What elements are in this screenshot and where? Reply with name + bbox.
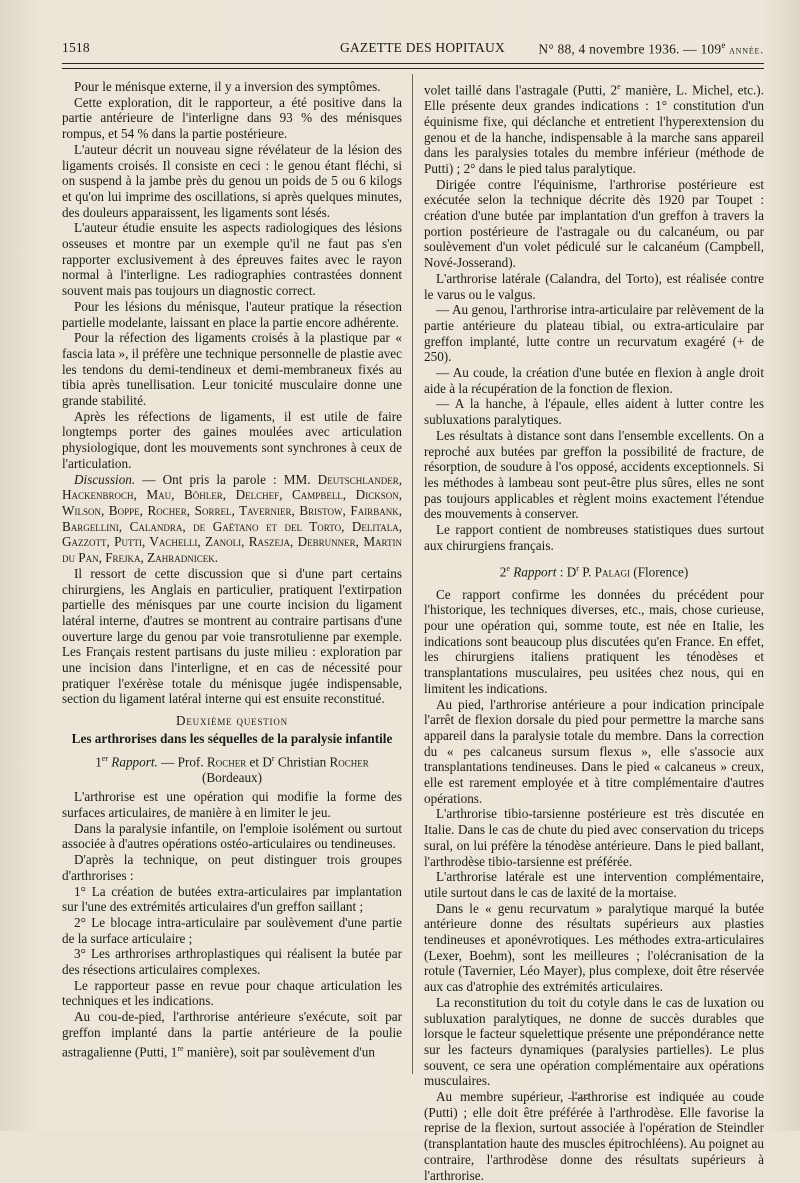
paragraph: L'arthrorise est une opération qui modifie la forme des surfaces articulaires, de manière à en limiter le jeu. [62, 789, 402, 821]
section-title: Les arthrorises dans les séquelles de la paralysie infantile [71, 730, 393, 746]
paragraph: Dans le « genu recurvatum » paralytique marqué la butée antérieure donne des résultats supérieurs aux plasties tendineuses et aponévrotiques. Les méthodes extra-articulaires (Lexer, Boehm), sont les meilleures ; l'olécranisation de la rotule (Tavernier, Léo Mayer), plus complexe, doit être réservée aux cas d'atrophie des extrémités articulaires. [424, 900, 764, 995]
paragraph-sup: e [617, 82, 621, 91]
issue-sup: e [721, 40, 726, 50]
page-number: 1518 [62, 40, 90, 55]
rapport1-author2: Rocher [329, 753, 369, 769]
paragraph: Les résultats à distance sont dans l'ensemble excellents. On a reproché aux butées par greffon la possibilité de fracture, de résorption, de soudure à l'os opposé, accidents exceptionnels. Si les méthodes à lambeau sont peut-être plus sûres, elles ne sont pas toujours applicables et règlent moins exactement l'étendue des mouvements à conserver. [424, 427, 764, 522]
rapport2-authors-a: : D [556, 564, 577, 580]
rapport2-dr-sup: r [576, 564, 579, 574]
issue-info [538, 40, 764, 58]
paragraph: 3° Les arthrorises arthroplastiques qui réalisent la butée par des résections articulaires complexes. [62, 946, 402, 978]
paragraph: Pour le ménisque externe, il y a inversion des symptômes. [74, 79, 381, 94]
paragraph: Après les réfections de ligaments, il est utile de faire longtemps porter des gaines moulées avec articulation physiologique, dont les mouvements sont synchrones à ceux de l'articulation. [62, 408, 402, 471]
rapport2-place: (Florence) [630, 564, 689, 580]
rapport2-number: 2 [499, 564, 507, 580]
paragraph-text: volet taillé dans l'astragale (Putti, 2 [424, 82, 618, 98]
paragraph: Au pied, l'arthrorise antérieure a pour indication principale l'arrêt de flexion dorsale du pied pour permettre la marche sans appareil dans la paralysie totale du membre. Dans la correction du « pes calcaneus sursum flexus », elle s'associe aux transplantations tendineuses. Dans le pied « calcaneus » creux, elle est rarement employée et à titre complémentaire d'autres opérations. [424, 696, 764, 806]
rapport1-author1: Rocher [206, 753, 247, 769]
discussion-paragraph [62, 472, 402, 566]
issue-year-label: année. [729, 42, 764, 57]
paragraph: Au membre supérieur, l'arthrorise est indiquée au coude (Putti) ; elle doit être préférée à l'arthrodèse. Elle favorise la reprise de la flexion, surtout associée à l'opération de Steindler (transplantation haute des muscles épitrochléens). Au poignet au contraire, l'arthrodèse donne des résultats supérieurs à l'arthrorise. [424, 1089, 764, 1183]
paragraph-text: manière, L. Michel, etc.). Elle présente deux grandes indications : 1° constitution d'un équinisme fixe, qui déclanche et entretient l'hyperextension du genou et de la hanche, indispensable à la marche sans appareil dans les paralysies totales du membre inférieur (méthode de Putti) ; 2° dans le pied talus paralytique. [424, 82, 764, 176]
rapport1-label: Rapport. [111, 753, 158, 769]
column-divider [412, 74, 413, 1074]
paragraph: 2° Le blocage intra-articulaire par soulèvement d'une partie de la surface articulaire ; [62, 914, 402, 946]
rapport2-label: Rapport [513, 564, 557, 580]
left-column [62, 79, 402, 1060]
header-rule-bottom [62, 68, 764, 69]
paragraph: Pour les lésions du ménisque, l'auteur pratique la résection partielle modelante, laissant en place la partie encore adhérente. [62, 298, 402, 330]
rapport1-authors-a: — Prof. [157, 753, 207, 769]
rapport1-authors-b: et D [246, 753, 272, 769]
paragraph-text: manière), soit par soulèvement d'un [183, 1043, 375, 1059]
rapport2-sup: e [506, 564, 510, 574]
rapport1-authors-c: Christian [274, 753, 330, 769]
paragraph: Dirigée contre l'équinisme, l'arthrorise postérieure est exécutée selon la technique décrite dès 1920 par Toupet : création d'une butée par implantation d'un greffon à travers la portion postérieure de l'astragale ou du calcanéum, ou par soulèvement d'un volet pédiculé sur le calcanéum (Campbell, Nové-Josserand). [424, 176, 764, 271]
paragraph: L'arthrorise tibio-tarsienne postérieure est très discutée en Italie. Dans le cas de chute du pied avec conservation du triceps sural, on lui préfère la ténodèse antérieure. Dans le pied ballant, l'arthrodèse tibio-tarsienne est préférée. [424, 806, 764, 869]
paragraph: L'arthrorise latérale (Calandra, del Torto), est réalisée contre le varus ou le valgus. [424, 270, 764, 302]
paragraph: L'arthrorise latérale est une intervention complémentaire, utile surtout dans le cas de laxité de la mortaise. [424, 869, 764, 900]
paragraph: Pour la réfection des ligaments croisés à la plastique par « fascia lata », il préfère une technique personnelle de plastie avec les tendons du demi-tendineux et demi-membraneux fixés au tibia après tunellisation. Leur tonicité musculaire donne une grande stabilité. [62, 330, 402, 409]
paragraph: Le rapporteur passe en revue pour chaque articulation les techniques et les indications. [62, 977, 402, 1009]
rapport1-heading [62, 751, 402, 786]
question-heading: Deuxième question [176, 713, 288, 729]
rapport2-author: Palagi [594, 564, 630, 580]
paragraph: L'auteur décrit un nouveau signe révélateur de la lésion des ligaments croisés. Il consiste en ceci : le genou étant fléchi, si on suspend à la jambe près du genou un poids de 5 ou 6 kilogs et qu'on lui imprime des oscillations, si après quelques minutes, des douleurs apparaissent, les ligaments sont lésés. [62, 141, 402, 220]
paragraph: La reconstitution du toit du cotyle dans le cas de luxation ou subluxation paralytiques, ne donne de succès durables que lorsque le facteur squelettique présente une prépondérance nette sur les facteurs dynamiques (paralysies partielles). Le plus souvent, ce sera une opération complémentaire aux opérations musculaires. [424, 994, 764, 1089]
paragraph: D'après la technique, on peut distinguer trois groupes d'arthrorises : [62, 852, 402, 883]
paragraph: Dans la paralysie infantile, on l'emploie isolément ou surtout associée à d'autres opérations ostéo-articulaires ou tendineuses. [62, 820, 402, 852]
rapport1-dr-sup: r [271, 753, 275, 763]
paragraph: Il ressort de cette discussion que si d'une part certains chirurgiens, les Anglais en particulier, pratiquent l'extirpation partielle des ménisques par une courte incision du ligament latéral interne, d'autres se montrent au contraire partisans d'une ouverture large du genou par voie transrotulienne par exemple. Les Français restent partisans du juste milieu : exploration par une incision dans l'interligne, et en cas de nécessité pour pratiquer l'exérèse totale du ménisque jugée indispensable, section du ligament latéral interne qui est ensuite reconstitué. [62, 565, 402, 707]
rapport2-heading [424, 561, 764, 580]
page-header [62, 40, 764, 60]
paragraph-sup: re [177, 1043, 184, 1053]
paragraph [424, 79, 764, 177]
discussion-label: Discussion. [74, 471, 136, 487]
right-column [424, 79, 764, 1183]
rapport2-authors-b: P. [578, 564, 595, 580]
issue-date: N° 88, 4 novembre 1936. — 109 [538, 41, 722, 57]
rapport1-number: 1 [95, 753, 102, 769]
discussion-names: Deutschlander, Hackenbroch, Mau, Böhler, Delchef, Campbell, Dickson, Wilson, Boppe, Rocher, Sorrel, Tavernier, Bristow, Fairbank, Bargellini, Calandra, de Gaëtano et del Torto, Delitala, Gazzott, Putti, Vachelli, Zanoli, Raszeja, Debrunner, Martin du Pan, Frejka, Zahradnicek. [62, 471, 402, 566]
paragraph: — Au coude, la création d'une butée en flexion à angle droit aide à la récupération de la fonction de flexion. [424, 365, 764, 396]
rapport1-place: (Bordeaux) [201, 769, 263, 785]
paragraph: Cette exploration, dit le rapporteur, a été positive dans la partie antérieure de l'interligne dans 93 % des ménisques rompus, et 54 % dans la partie postérieure. [62, 94, 402, 142]
paragraph: L'auteur étudie ensuite les aspects radiologiques des lésions osseuses et montre par un exemple qu'il ne faut pas s'en rapporter exclusivement à des épreuves faites avec le rayon normal à l'interligne. Les radiographies contrastées donnent souvent mais pas toujours un diagnostic correct. [62, 220, 402, 299]
paragraph [62, 1009, 402, 1060]
journal-title: GAZETTE DES HOPITAUX [340, 40, 505, 55]
end-mark [568, 1098, 590, 1099]
rapport1-sup: er [101, 753, 108, 763]
paragraph-text: Au cou-de-pied, l'arthrorise antérieure s'exécute, soit par greffon implanté dans la partie antérieure de la poulie astragalienne (Putti, 1 [62, 1009, 402, 1059]
paragraph: — A la hanche, à l'épaule, elles aident à lutter contre les subluxations paralytiques. [424, 396, 764, 428]
paragraph: — Au genou, l'arthrorise intra-articulaire par relèvement de la partie antérieure du plateau tibial, ou extra-articulaire par greffon implanté, lutte contre un recurvatum exagéré (+ de 250). [424, 302, 764, 365]
discussion-intro: — Ont pris la parole : MM. [135, 471, 318, 487]
paragraph: Ce rapport confirme les données du précédent pour l'historique, les techniques diverses, etc., mais, chose curieuse, pour une opération qui, somme toute, est née en Italie, les indications sont beaucoup plus discutées qu'en France. En effet, les chirurgiens italiens pratiquent les ténodèses et transplantations musculaires, peu usitées chez nous, qui en limitent les indications. [424, 586, 764, 696]
paragraph: Le rapport contient de nombreuses statistiques dues surtout aux chirurgiens français. [424, 522, 764, 553]
paragraph: 1° La création de butées extra-articulaires par implantation sur l'une des extrémités articulaires d'un greffon saillant ; [62, 883, 402, 915]
header-rule-top [62, 63, 764, 64]
